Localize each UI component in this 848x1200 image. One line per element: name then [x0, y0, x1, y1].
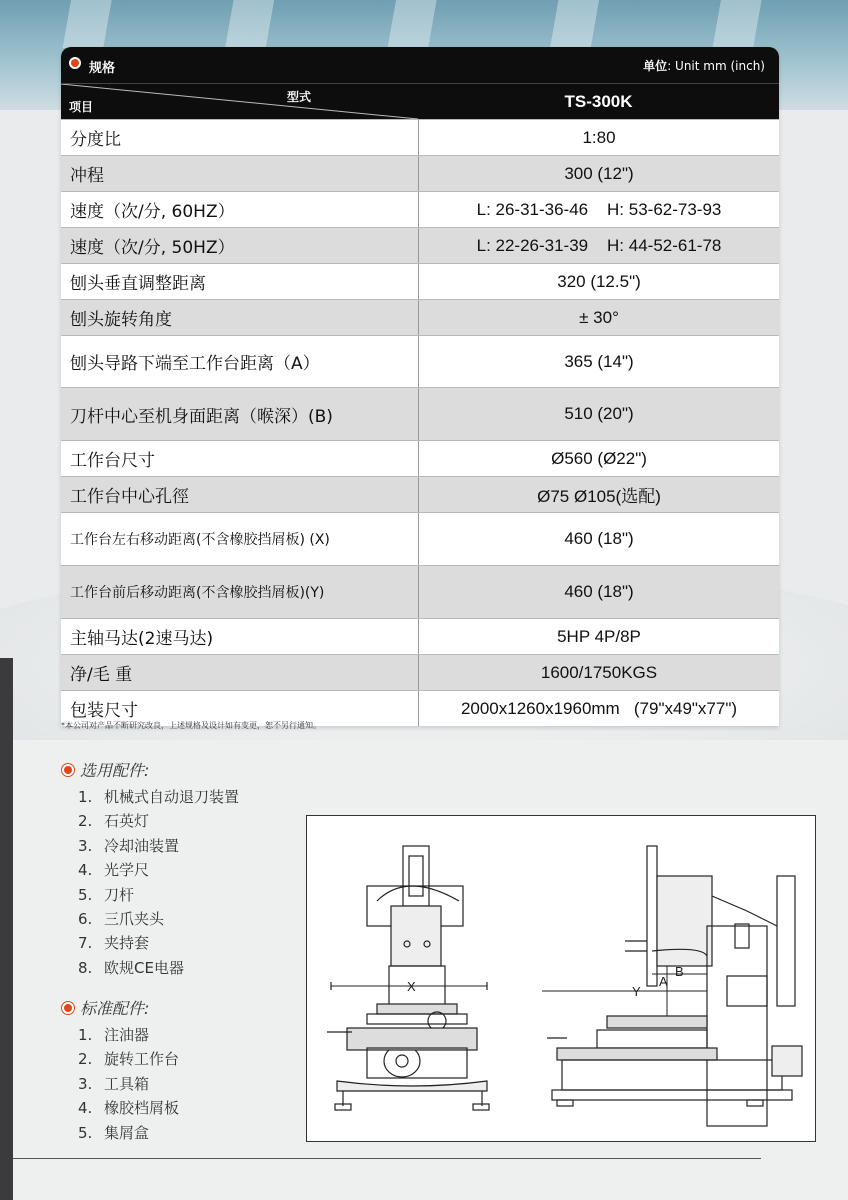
spec-row — [61, 618, 779, 654]
spec-value: 320 (12.5") — [557, 271, 641, 291]
spec-row — [61, 654, 779, 690]
bottom-divider — [13, 1158, 761, 1159]
spec-value: Ø560 (Ø22") — [551, 448, 647, 468]
spec-key: 速度（次/分, 60HZ） — [61, 192, 419, 227]
spec-table — [61, 47, 779, 726]
spec-key: 工作台前后移动距离(不含橡胶挡屑板)(Y) — [61, 566, 419, 618]
spec-row — [61, 335, 779, 387]
side-view — [542, 846, 802, 1126]
spec-row — [61, 565, 779, 618]
label-a: A — [659, 974, 668, 989]
list-item: 1. 机械式自动退刀装置 — [78, 788, 240, 806]
spec-value: L: 22-26-31-39 H: 44-52-61-78 — [476, 235, 722, 255]
label-y: Y — [632, 984, 641, 999]
spec-value: 300 (12") — [564, 163, 634, 183]
spec-row — [61, 191, 779, 227]
spec-header — [61, 47, 779, 83]
list-item: 4. 橡胶档屑板 — [78, 1099, 180, 1118]
spec-row — [61, 155, 779, 191]
column-header — [61, 83, 779, 119]
spec-row — [61, 476, 779, 512]
spec-key: 刨头导路下端至工作台距离（A） — [61, 336, 419, 387]
spec-key: 刨头旋转角度 — [61, 300, 419, 335]
spec-row — [61, 387, 779, 440]
spec-key: 净/毛 重 — [61, 655, 419, 690]
list-item: 6. 三爪夹头 — [78, 909, 165, 928]
bullet-icon — [64, 766, 72, 774]
spec-value: 2000x1260x1960mm (79"x49"x77") — [460, 698, 738, 718]
spec-rows — [61, 119, 779, 726]
diagonal-divider — [61, 84, 418, 119]
label-b: B — [675, 964, 684, 979]
standard-title: 标准配件: — [80, 999, 150, 1018]
spec-value: L: 26-31-36-46 H: 53-62-73-93 — [476, 199, 722, 219]
spec-value: 5HP 4P/8P — [557, 626, 641, 646]
list-item: 5. 刀杆 — [78, 885, 135, 904]
column-type-label: 型式 — [287, 90, 312, 104]
list-item: 3. 冷却油装置 — [78, 836, 180, 855]
optional-title: 选用配件: — [80, 761, 150, 780]
bullet-icon — [64, 1004, 72, 1012]
list-item: 2. 旋转工作台 — [78, 1050, 180, 1069]
spec-row — [61, 263, 779, 299]
list-item: 2. 石英灯 — [78, 812, 150, 831]
spec-key: 工作台尺寸 — [61, 441, 419, 476]
spec-value: 1600/1750KGS — [540, 662, 658, 682]
spec-key: 速度（次/分, 50HZ） — [61, 228, 419, 263]
spec-key: 分度比 — [61, 120, 419, 155]
header-stripes — [0, 0, 848, 48]
left-accent-bar — [0, 658, 13, 1200]
column-item-label: 项目 — [69, 100, 94, 114]
spec-key: 工作台左右移动距离(不含橡胶挡屑板) (X) — [61, 513, 419, 565]
list-item: 7. 夹持套 — [78, 934, 150, 953]
spec-value: 1:80 — [582, 127, 616, 147]
spec-value: ± 30° — [579, 307, 619, 327]
optional-accessories — [62, 758, 239, 980]
optional-list — [62, 785, 239, 980]
list-item: 4. 光学尺 — [78, 861, 150, 880]
spec-key: 刨头垂直调整距离 — [61, 264, 419, 299]
front-view — [327, 846, 489, 1110]
list-item: 5. 集屑盒 — [78, 1123, 150, 1142]
spec-key: 包装尺寸 — [61, 691, 419, 726]
standard-list — [62, 1023, 179, 1145]
spec-key: 工作台中心孔徑 — [61, 477, 419, 512]
list-item: 8. 欧规CE电器 — [78, 958, 184, 977]
spec-value: Ø75 Ø105(选配) — [537, 487, 661, 506]
disclaimer-note: *本公司对产品不断研究改良，上述规格及设计如有变更，恕不另行通知。 — [61, 721, 321, 730]
spec-row — [61, 227, 779, 263]
spec-row — [61, 119, 779, 155]
label-x: X — [407, 979, 416, 994]
spec-value: 460 (18") — [564, 529, 634, 548]
spec-key: 冲程 — [61, 156, 419, 191]
list-item: 3. 工具箱 — [78, 1074, 150, 1093]
model-name: TS-300K — [564, 92, 633, 111]
standard-accessories — [62, 996, 179, 1145]
list-item: 1. 注油器 — [78, 1026, 150, 1044]
spec-value: 365 (14") — [564, 351, 634, 371]
bullet-icon — [71, 59, 79, 67]
spec-row — [61, 440, 779, 476]
spec-key: 主轴马达(2速马达) — [61, 619, 419, 654]
spec-title: 规格 — [89, 61, 116, 76]
spec-row — [61, 299, 779, 335]
spec-value: 510 (20") — [564, 404, 634, 423]
spec-row — [61, 512, 779, 565]
spec-value: 460 (18") — [564, 582, 634, 601]
spec-key: 刀杆中心至机身面距离（喉深）(B) — [61, 388, 419, 440]
machine-drawing — [306, 815, 816, 1142]
machine-drawing-svg — [307, 816, 815, 1141]
unit-label: 单位: Unit mm (inch) — [643, 59, 765, 73]
